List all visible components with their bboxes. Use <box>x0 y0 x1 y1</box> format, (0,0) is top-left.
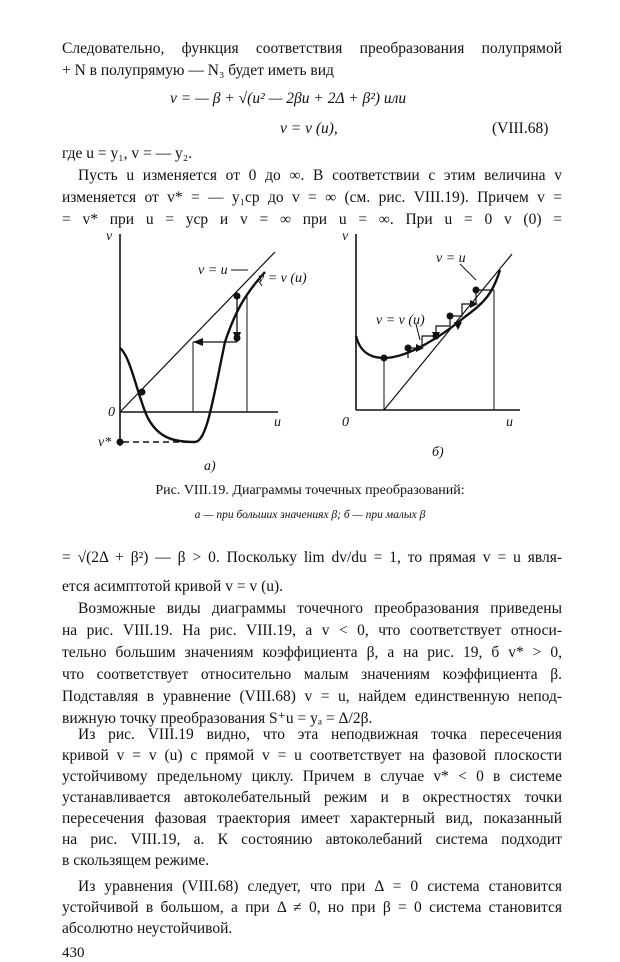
origin-label: 0 <box>342 415 349 430</box>
line-v-equals-u <box>384 254 512 410</box>
text-line: где u = y₁, v = — y₂. <box>62 145 193 162</box>
line-label: v = u <box>198 263 228 278</box>
figure-subcaption: а — при больших значениях β; б — при малых β <box>194 509 426 521</box>
panel-label: б) <box>432 445 444 460</box>
equation: v = v (u), <box>280 120 338 137</box>
text-line: в скользящем режиме. <box>62 852 210 869</box>
text-line: устанавливается автоколебательный режим и в окрестностях точки <box>62 789 562 806</box>
point <box>381 355 388 362</box>
figure-diagrams <box>90 224 530 474</box>
curve-label: v = v (u) <box>376 313 425 328</box>
page-number: 430 <box>62 945 85 961</box>
text-line: на рис. VIII.19, a. К состоянию автоколебаний система подходит <box>62 831 562 848</box>
text-line: Возможные виды диаграммы точечного преобразования приведены <box>78 600 562 617</box>
text-line: устойчивой в большом, а при Δ ≠ 0, но при β = 0 система становится <box>62 899 562 916</box>
point <box>139 389 146 396</box>
text-line: что соответствует относительно малым значениям коэффициента β. <box>62 666 562 683</box>
point <box>433 333 440 340</box>
point <box>234 335 241 342</box>
text-line: вижную точку преобразования S⁺u = yₐ = Δ/2β. <box>62 710 373 727</box>
text-line: = √(2Δ + β²) — β > 0. Поскольку lim dv/du = 1, то прямая v = u явля- <box>62 549 562 566</box>
equation: v = — β + √(u² — 2βu + 2Δ + β²) или <box>170 90 407 107</box>
point <box>447 313 454 320</box>
v-axis-label: v <box>106 229 113 244</box>
text-line: кривой v = v (u) с прямой v = u соответствует на фазовой плоскости <box>62 747 562 764</box>
text-line: Из уравнения (VIII.68) следует, что при Δ = 0 система становится <box>78 878 562 895</box>
u-axis-label: u <box>274 415 281 430</box>
curve-label: v = v (u) <box>258 271 307 286</box>
equation-number: (VIII.68) <box>492 120 549 137</box>
arrow-left <box>193 338 203 346</box>
text-line: Из рис. VIII.19 видно, что эта неподвижная точка пересечения <box>78 726 562 743</box>
text-line: пересечения фазовая траектория имеет характерный вид, показанный <box>62 810 562 827</box>
label-pointer <box>460 264 476 280</box>
text-line: на рис. VIII.19. На рис. VIII.19, a v < 0, что соответствует относи- <box>62 622 562 639</box>
text-line: устойчивому предельному циклу. Причем в случае v* < 0 в системе <box>62 768 562 785</box>
panel-label: а) <box>204 459 216 474</box>
figure-caption: Рис. VIII.19. Диаграммы точечных преобразований: <box>155 483 465 498</box>
origin-label: 0 <box>108 405 115 420</box>
text-line: + N в полупрямую — N₃ будет иметь вид <box>62 62 334 79</box>
text-line: Подставляя в уравнение (VIII.68) v = u, найдем единственную непод- <box>62 688 562 705</box>
vstar-label: v* <box>98 435 112 450</box>
v-axis-label: v <box>342 229 349 244</box>
u-axis-label: u <box>506 415 513 430</box>
text-line: тельно большим значениям коэффициента β, а на рис. 19, б v* > 0, <box>62 644 562 661</box>
point <box>405 345 412 352</box>
text-line: Пусть u изменяется от 0 до ∞. В соответствии с этим величина v <box>78 167 562 184</box>
panel-right-labels <box>342 229 513 460</box>
text-line: Следовательно, функция соответствия преобразования полупрямой <box>62 40 562 57</box>
text-line: абсолютно неустойчивой. <box>62 920 233 937</box>
text-line: изменяется от v* = — y₁ср до v = ∞ (см. рис. VIII.19). Причем v = <box>62 189 562 206</box>
point <box>234 293 241 300</box>
point <box>473 287 480 294</box>
point <box>117 439 124 446</box>
text-line: = v* при u = yср и v = ∞ при u = ∞. При u = 0 v (0) = <box>62 211 562 228</box>
panel-left-labels <box>98 229 307 474</box>
text-line: ется асимптотой кривой v = v (u). <box>62 578 284 595</box>
line-label: v = u <box>436 251 466 266</box>
